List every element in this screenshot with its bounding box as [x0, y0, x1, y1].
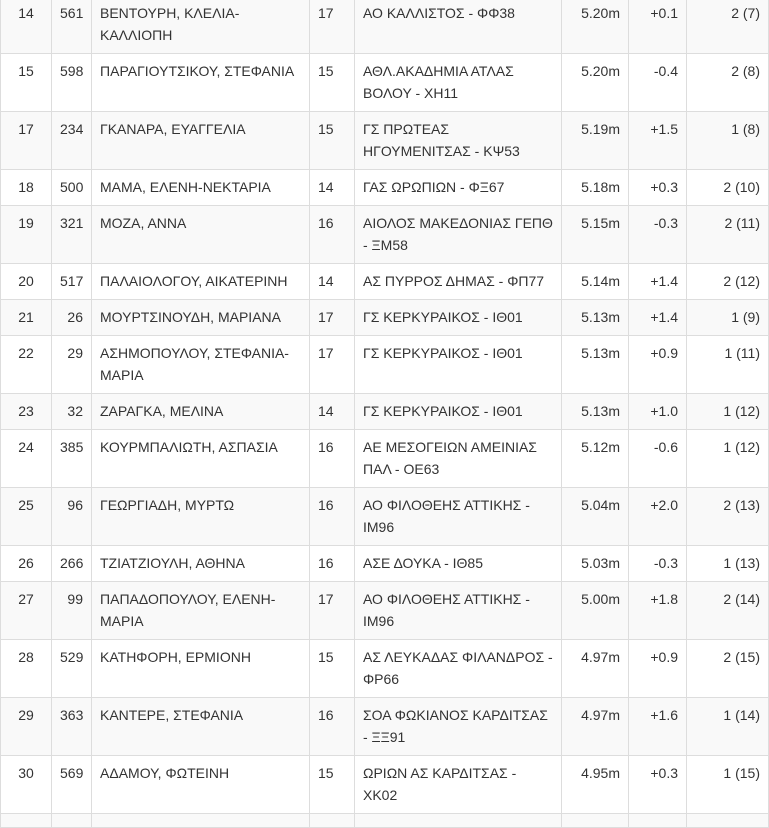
bib-cell: 26 — [52, 300, 92, 336]
mark-cell: 5.13m — [562, 300, 629, 336]
athlete-name-cell: ΚΑΤΗΦΟΡΗ, ΕΡΜΙΟΝΗ — [92, 640, 310, 698]
attempt-cell: 1 (13) — [687, 546, 769, 582]
table-row — [1, 112, 769, 170]
wind-cell: +0.3 — [629, 170, 687, 206]
bib-cell: 266 — [52, 546, 92, 582]
rank-cell: 19 — [1, 206, 52, 264]
table-row — [1, 170, 769, 206]
athlete-name-cell: ΚΑΝΤΕΡΕ, ΣΤΕΦΑΝΙΑ — [92, 698, 310, 756]
athlete-name-cell: ΠΑΛΑΙΟΛΟΓΟΥ, ΑΙΚΑΤΕΡΙΝΗ — [92, 264, 310, 300]
athlete-name-cell: ΒΕΝΤΟΥΡΗ, ΚΛΕΛΙΑ-ΚΑΛΛΙΟΠΗ — [92, 0, 310, 54]
club-cell: ΑΟ ΦΙΛΟΘΕΗΣ ΑΤΤΙΚΗΣ - ΙΜ96 — [355, 582, 562, 640]
club-cell: ΓΣ ΚΕΡΚΥΡΑΙΚΟΣ - ΙΘ01 — [355, 336, 562, 394]
club-cell: ΓΑΣ ΩΡΩΠΙΩΝ - ΦΞ67 — [355, 170, 562, 206]
bib-cell: 500 — [52, 170, 92, 206]
mark-cell: 5.20m — [562, 0, 629, 54]
attempt-cell: 1 (12) — [687, 394, 769, 430]
age-cell: 17 — [310, 336, 355, 394]
bib-cell: 517 — [52, 264, 92, 300]
athlete-name-cell: ΜΟΥΡΤΣΙΝΟΥΔΗ, ΜΑΡΙΑΝΑ — [92, 300, 310, 336]
athlete-name-cell: ΑΣΗΜΟΠΟΥΛΟΥ, ΣΤΕΦΑΝΙΑ-ΜΑΡΙΑ — [92, 336, 310, 394]
bib-cell: 99 — [52, 582, 92, 640]
age-cell: 15 — [310, 640, 355, 698]
bib-cell: 321 — [52, 206, 92, 264]
club-cell: ΓΣ ΠΡΩΤΕΑΣ ΗΓΟΥΜΕΝΙΤΣΑΣ - ΚΨ53 — [355, 112, 562, 170]
mark-cell: 5.19m — [562, 112, 629, 170]
bib-cell: 363 — [52, 698, 92, 756]
club-cell: ΣΟΑ ΦΩΚΙΑΝΟΣ ΚΑΡΔΙΤΣΑΣ - ΞΞ91 — [355, 698, 562, 756]
mark-cell — [562, 814, 629, 828]
club-cell — [355, 814, 562, 828]
age-cell: 16 — [310, 488, 355, 546]
mark-cell: 5.20m — [562, 54, 629, 112]
wind-cell: +1.4 — [629, 300, 687, 336]
rank-cell — [1, 814, 52, 828]
age-cell: 15 — [310, 756, 355, 814]
age-cell — [310, 814, 355, 828]
attempt-cell: 1 (15) — [687, 756, 769, 814]
club-cell: ΩΡΙΩΝ ΑΣ ΚΑΡΔΙΤΣΑΣ - ΧΚ02 — [355, 756, 562, 814]
athlete-name-cell: ΤΖΙΑΤΖΙΟΥΛΗ, ΑΘΗΝΑ — [92, 546, 310, 582]
rank-cell: 30 — [1, 756, 52, 814]
attempt-cell: 2 (12) — [687, 264, 769, 300]
rank-cell: 18 — [1, 170, 52, 206]
wind-cell: +1.5 — [629, 112, 687, 170]
rank-cell: 25 — [1, 488, 52, 546]
wind-cell: +0.3 — [629, 756, 687, 814]
age-cell: 15 — [310, 54, 355, 112]
table-row — [1, 640, 769, 698]
age-cell: 16 — [310, 206, 355, 264]
table-row — [1, 206, 769, 264]
wind-cell: +1.0 — [629, 394, 687, 430]
mark-cell: 5.00m — [562, 582, 629, 640]
wind-cell: +0.9 — [629, 640, 687, 698]
bib-cell — [52, 814, 92, 828]
age-cell: 16 — [310, 430, 355, 488]
table-row — [1, 0, 769, 54]
bib-cell: 32 — [52, 394, 92, 430]
wind-cell: -0.6 — [629, 430, 687, 488]
athlete-name-cell: ΜΟΖΑ, ΑΝΝΑ — [92, 206, 310, 264]
wind-cell: +0.9 — [629, 336, 687, 394]
rank-cell: 27 — [1, 582, 52, 640]
table-row — [1, 546, 769, 582]
rank-cell: 22 — [1, 336, 52, 394]
mark-cell: 5.14m — [562, 264, 629, 300]
table-row — [1, 54, 769, 112]
table-row — [1, 698, 769, 756]
athlete-name-cell — [92, 814, 310, 828]
attempt-cell: 2 (10) — [687, 170, 769, 206]
attempt-cell: 2 (11) — [687, 206, 769, 264]
table-row — [1, 394, 769, 430]
attempt-cell: 1 (14) — [687, 698, 769, 756]
table-row — [1, 582, 769, 640]
age-cell: 16 — [310, 698, 355, 756]
rank-cell: 20 — [1, 264, 52, 300]
club-cell: ΑΟ ΦΙΛΟΘΕΗΣ ΑΤΤΙΚΗΣ - ΙΜ96 — [355, 488, 562, 546]
mark-cell: 5.13m — [562, 394, 629, 430]
mark-cell: 5.04m — [562, 488, 629, 546]
club-cell: ΑΣ ΛΕΥΚΑΔΑΣ ΦΙΛΑΝΔΡΟΣ - ΦΡ66 — [355, 640, 562, 698]
rank-cell: 21 — [1, 300, 52, 336]
wind-cell — [629, 814, 687, 828]
rank-cell: 17 — [1, 112, 52, 170]
attempt-cell: 2 (7) — [687, 0, 769, 54]
rank-cell: 15 — [1, 54, 52, 112]
bib-cell: 234 — [52, 112, 92, 170]
athlete-name-cell: ΠΑΡΑΓΙΟΥΤΣΙΚΟΥ, ΣΤΕΦΑΝΙΑ — [92, 54, 310, 112]
club-cell: ΑΣ ΠΥΡΡΟΣ ΔΗΜΑΣ - ΦΠ77 — [355, 264, 562, 300]
wind-cell: -0.3 — [629, 546, 687, 582]
wind-cell: +1.8 — [629, 582, 687, 640]
club-cell: ΑΟ ΚΑΛΛΙΣΤΟΣ - ΦΦ38 — [355, 0, 562, 54]
attempt-cell: 1 (12) — [687, 430, 769, 488]
club-cell: ΑΙΟΛΟΣ ΜΑΚΕΔΟΝΙΑΣ ΓΕΠΘ - ΞΜ58 — [355, 206, 562, 264]
rank-cell: 14 — [1, 0, 52, 54]
table-row — [1, 488, 769, 546]
wind-cell: +1.4 — [629, 264, 687, 300]
mark-cell: 4.97m — [562, 640, 629, 698]
athlete-name-cell: ΜΑΜΑ, ΕΛΕΝΗ-ΝΕΚΤΑΡΙΑ — [92, 170, 310, 206]
athlete-name-cell: ΓΚΑΝΑΡΑ, ΕΥΑΓΓΕΛΙΑ — [92, 112, 310, 170]
results-table-body — [1, 0, 769, 828]
mark-cell: 5.15m — [562, 206, 629, 264]
mark-cell: 5.18m — [562, 170, 629, 206]
age-cell: 14 — [310, 170, 355, 206]
table-row — [1, 814, 769, 828]
table-row — [1, 756, 769, 814]
age-cell: 17 — [310, 300, 355, 336]
mark-cell: 4.97m — [562, 698, 629, 756]
attempt-cell: 2 (13) — [687, 488, 769, 546]
age-cell: 14 — [310, 264, 355, 300]
attempt-cell: 2 (14) — [687, 582, 769, 640]
athlete-name-cell: ΑΔΑΜΟΥ, ΦΩΤΕΙΝΗ — [92, 756, 310, 814]
bib-cell: 561 — [52, 0, 92, 54]
table-row — [1, 430, 769, 488]
athlete-name-cell: ΚΟΥΡΜΠΑΛΙΩΤΗ, ΑΣΠΑΣΙΑ — [92, 430, 310, 488]
club-cell: ΓΣ ΚΕΡΚΥΡΑΙΚΟΣ - ΙΘ01 — [355, 300, 562, 336]
wind-cell: +1.6 — [629, 698, 687, 756]
wind-cell: +0.1 — [629, 0, 687, 54]
athlete-name-cell: ΖΑΡΑΓΚΑ, ΜΕΛΙΝΑ — [92, 394, 310, 430]
bib-cell: 529 — [52, 640, 92, 698]
bib-cell: 96 — [52, 488, 92, 546]
mark-cell: 5.13m — [562, 336, 629, 394]
table-row — [1, 264, 769, 300]
table-row — [1, 300, 769, 336]
attempt-cell: 1 (11) — [687, 336, 769, 394]
mark-cell: 4.95m — [562, 756, 629, 814]
table-row — [1, 336, 769, 394]
rank-cell: 29 — [1, 698, 52, 756]
attempt-cell: 2 (15) — [687, 640, 769, 698]
wind-cell: -0.4 — [629, 54, 687, 112]
athlete-name-cell: ΓΕΩΡΓΙΑΔΗ, ΜΥΡΤΩ — [92, 488, 310, 546]
rank-cell: 26 — [1, 546, 52, 582]
bib-cell: 385 — [52, 430, 92, 488]
athlete-name-cell: ΠΑΠΑΔΟΠΟΥΛΟΥ, ΕΛΕΝΗ-ΜΑΡΙΑ — [92, 582, 310, 640]
attempt-cell: 1 (9) — [687, 300, 769, 336]
wind-cell: -0.3 — [629, 206, 687, 264]
club-cell: ΑΕ ΜΕΣΟΓΕΙΩΝ ΑΜΕΙΝΙΑΣ ΠΑΛ - ΟΕ63 — [355, 430, 562, 488]
age-cell: 16 — [310, 546, 355, 582]
attempt-cell: 2 (8) — [687, 54, 769, 112]
mark-cell: 5.12m — [562, 430, 629, 488]
age-cell: 17 — [310, 0, 355, 54]
rank-cell: 28 — [1, 640, 52, 698]
wind-cell: +2.0 — [629, 488, 687, 546]
age-cell: 17 — [310, 582, 355, 640]
attempt-cell — [687, 814, 769, 828]
bib-cell: 569 — [52, 756, 92, 814]
club-cell: ΓΣ ΚΕΡΚΥΡΑΙΚΟΣ - ΙΘ01 — [355, 394, 562, 430]
age-cell: 14 — [310, 394, 355, 430]
attempt-cell: 1 (8) — [687, 112, 769, 170]
mark-cell: 5.03m — [562, 546, 629, 582]
club-cell: ΑΘΛ.ΑΚΑΔΗΜΙΑ ΑΤΛΑΣ ΒΟΛΟΥ - ΧΗ11 — [355, 54, 562, 112]
club-cell: ΑΣΕ ΔΟΥΚΑ - ΙΘ85 — [355, 546, 562, 582]
age-cell: 15 — [310, 112, 355, 170]
rank-cell: 23 — [1, 394, 52, 430]
rank-cell: 24 — [1, 430, 52, 488]
bib-cell: 598 — [52, 54, 92, 112]
bib-cell: 29 — [52, 336, 92, 394]
